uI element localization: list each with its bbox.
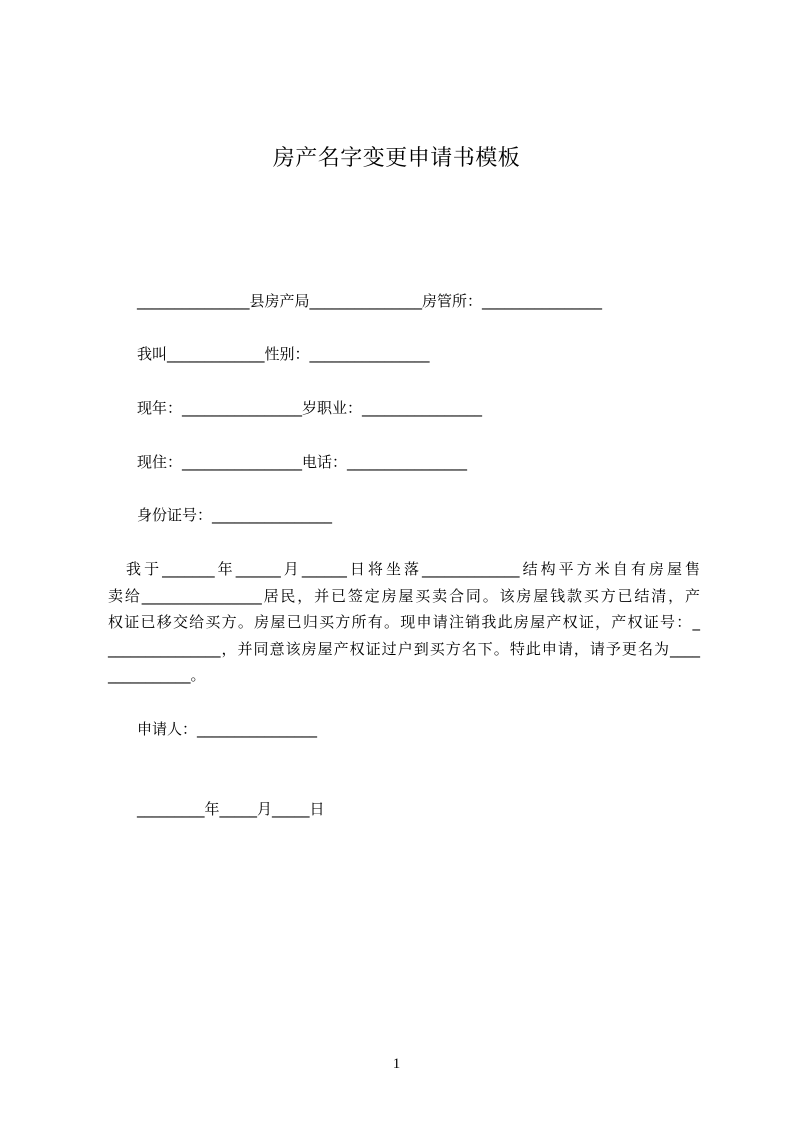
declaration-paragraph xyxy=(108,556,700,689)
paragraph-line: ___________。 xyxy=(108,666,206,684)
address-phone-line: 现住：________________电话：________________ xyxy=(137,453,468,471)
page-number: 1 xyxy=(392,1056,401,1072)
applicant-line: 申请人：________________ xyxy=(137,720,318,738)
bureau-line: _______________县房产局_______________房管所：________________ xyxy=(137,292,603,310)
age-occupation-line: 现年：________________岁职业：________________ xyxy=(137,399,483,417)
paragraph-line: 权证已移交给买方。房屋已归买方所有。现申请注销我此房屋产权证，产权证号：_ xyxy=(108,613,700,631)
paragraph-line: _______________，并同意该房屋产权证过户到买方名下。特此申请，请予更名为____ xyxy=(108,639,700,658)
date-line: _________年_____月_____日 xyxy=(137,800,325,818)
paragraph-line: 我于_______年______月______日将坐落_____________结构平方米自有房屋售 xyxy=(108,560,700,578)
id-number-line: 身份证号：________________ xyxy=(137,506,333,524)
name-gender-line: 我叫_____________性别：________________ xyxy=(137,345,430,363)
paragraph-line: 卖给________________居民，并已签定房屋买卖合同。该房屋钱款买方已结清，产 xyxy=(108,586,700,605)
document-title: 房产名字变更申请书模板 xyxy=(272,146,521,171)
